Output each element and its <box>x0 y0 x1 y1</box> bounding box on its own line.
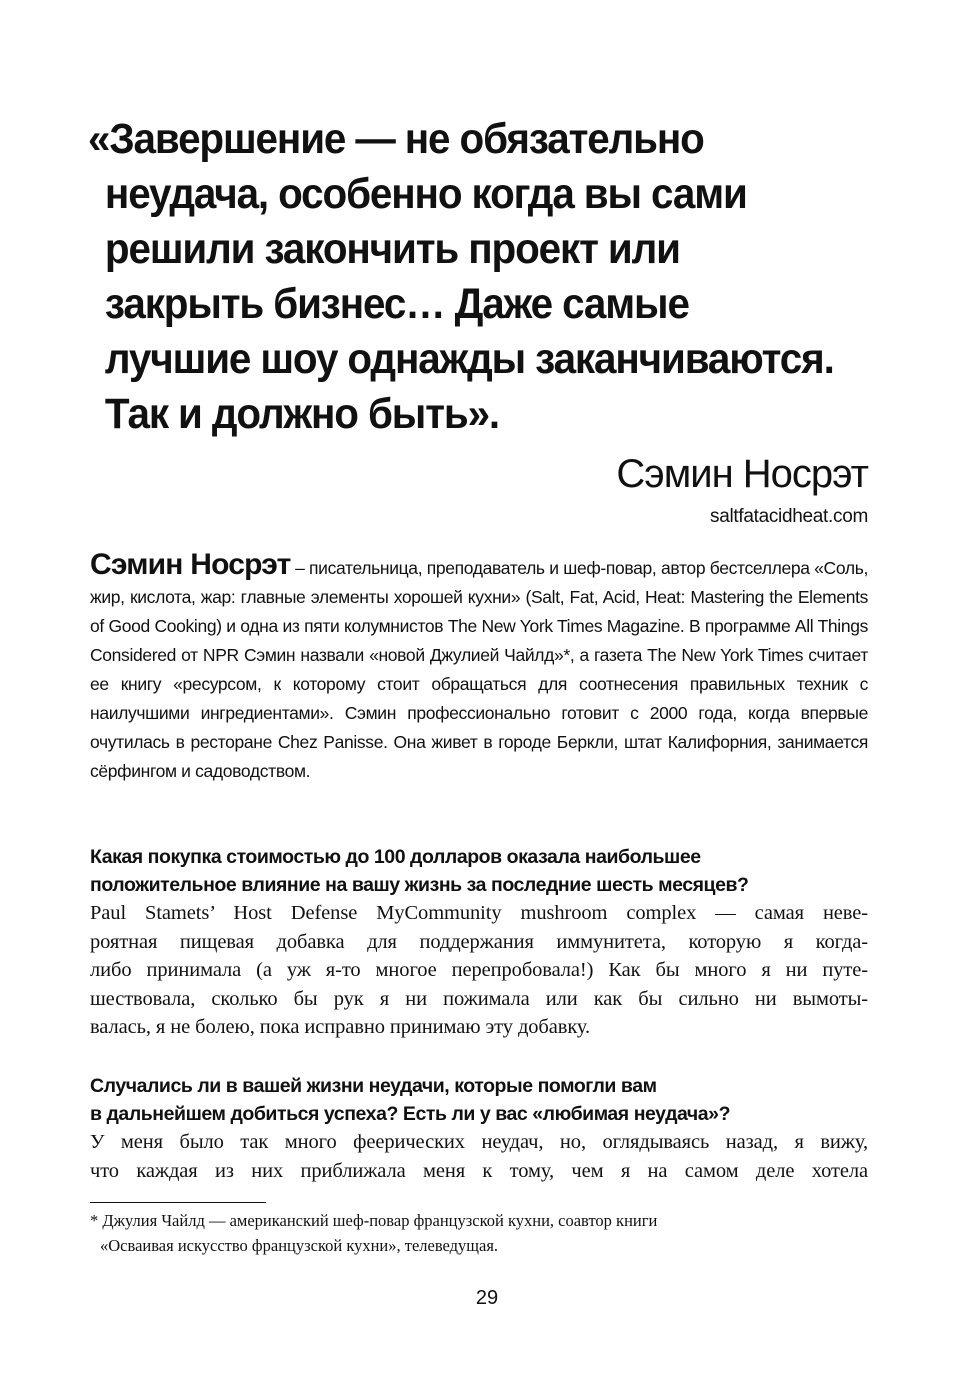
quote-author: Сэмин Носрэт <box>616 452 868 496</box>
answer-line: что каждая из них приближала меня к тому, чем я на самом деле хотела <box>90 1159 868 1182</box>
answer-line: У меня было так много феерических неудач, но, оглядываясь назад, я вижу, <box>90 1131 868 1153</box>
answer-text <box>90 1128 868 1185</box>
quote-line: «Завершение — не обязательно <box>88 115 704 163</box>
quote-line: решили закончить проект или <box>104 225 680 273</box>
bio-author-name: Сэмин Носрэт <box>90 548 291 581</box>
answer-line: валась, я не болею, пока исправно принимаю эту добавку. <box>90 1016 591 1038</box>
qa-section-failure <box>90 1072 868 1185</box>
quote-line: закрыть бизнес… Даже самые <box>104 280 689 328</box>
answer-line: Paul Stamets’ Host Defense MyCommunity mushroom complex — самая неве- <box>90 902 868 924</box>
quote-line: Так и должно быть». <box>104 390 500 438</box>
footnote <box>90 1208 880 1258</box>
question-line: Какая покупка стоимостью до 100 долларов оказала наибольшее <box>90 846 701 868</box>
question-heading <box>90 1072 868 1128</box>
answer-text <box>90 899 868 1042</box>
question-line: Случались ли в вашей жизни неудачи, которые помогли вам <box>90 1075 657 1097</box>
question-line: в дальнейшем добиться успеха? Есть ли у вас «любимая неудача»? <box>90 1103 731 1125</box>
footnote-line: * Джулия Чайлд — американский шеф-повар французской кухни, соавтор книги <box>90 1211 658 1230</box>
page-number: 29 <box>475 1287 499 1309</box>
question-line: положительное влияние на вашу жизнь за последние шесть месяцев? <box>90 874 749 896</box>
quote-line: неудача, особенно когда вы сами <box>104 170 747 218</box>
bio-text: – писательница, преподаватель и шеф-повар, автор бестселлера «Соль, жир, кислота, жар: главные элементы хорошей кухни» (Salt, Fat, Acid, Heat: Mastering the Elements of Good Cooking) и одна из пяти колумнистов The New York Times Magazine. В программе All Things Considered от NPR Сэмин назвали «новой Джулией Чайлд»*, а газета The New York Times считает ее книгу «ресурсом, к которому стоит обращаться для соотнесения правильных техник с наилучшими ингредиентами». Сэмин профессионально готовит с 2000 года, когда впервые очутилась в ресторане Chez Panisse. Она живет в городе Беркли, штат Калифорния, занимается сёрфингом и садоводством. <box>90 558 868 781</box>
footnote-divider <box>90 1202 266 1203</box>
epigraph-quote <box>88 112 840 442</box>
qa-section-purchase <box>90 843 868 1042</box>
footnote-line: «Осваивая искусство французской кухни», телеведущая. <box>100 1236 499 1255</box>
answer-line: роятная пищевая добавка для поддержания иммунитета, которую я когда- <box>90 930 868 953</box>
author-website: saltfatacidheat.com <box>710 506 868 527</box>
question-heading <box>90 843 868 899</box>
quote-line: лучшие шоу однажды заканчиваются. <box>104 335 834 383</box>
author-bio <box>90 550 868 786</box>
answer-line: шествовала, сколько бы рук я ни пожимала или как бы сильно ни вымоты- <box>90 987 868 1010</box>
answer-line: либо принимала (а уж я-то многое перепробовала!) Как бы много я ни путе- <box>90 959 868 981</box>
